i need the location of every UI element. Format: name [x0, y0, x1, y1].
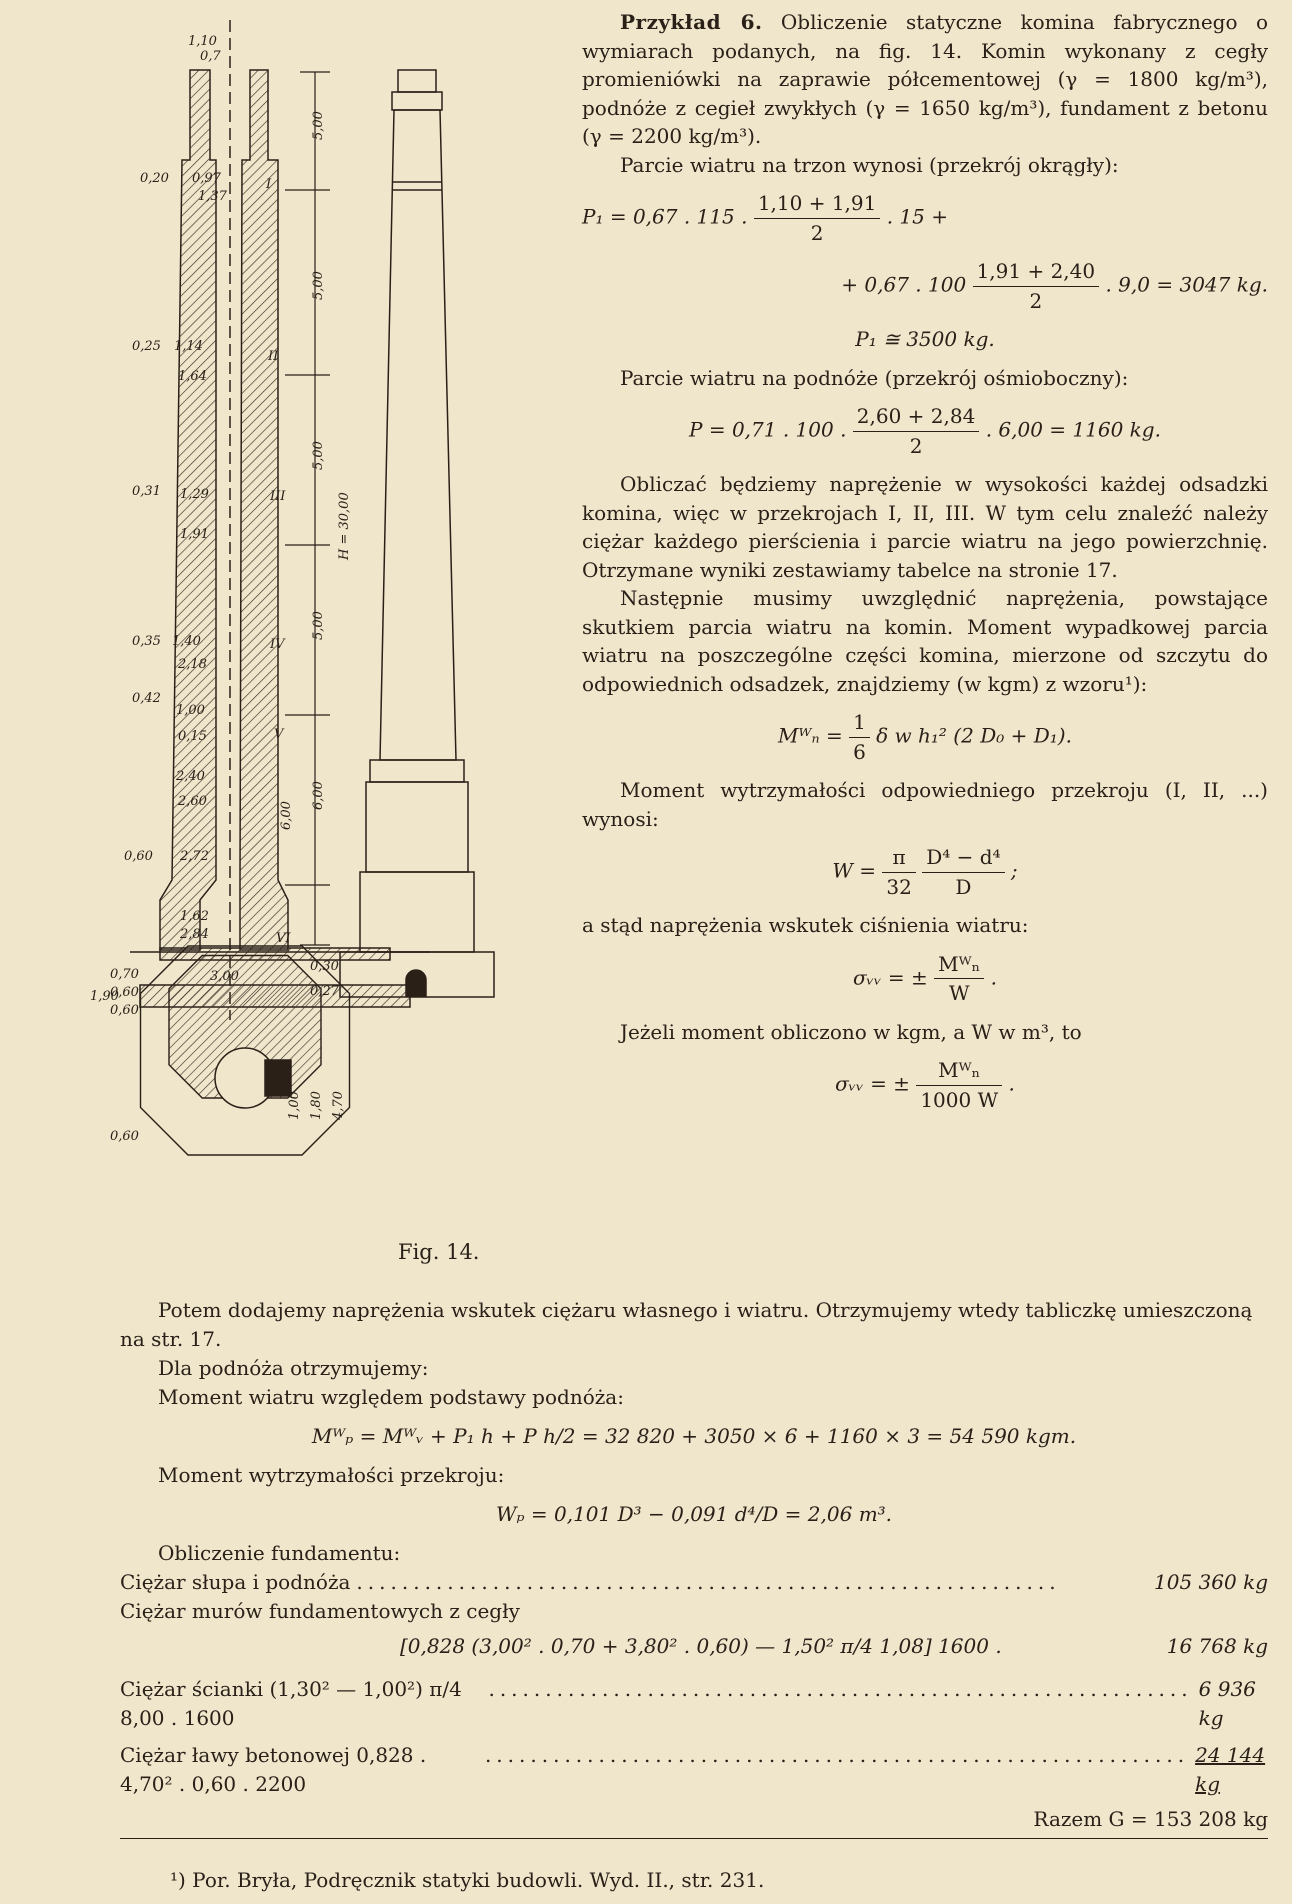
dim-label: 2,72	[180, 849, 209, 864]
dim-label: 0,31	[132, 484, 161, 499]
equation: Wₚ = 0,101 D³ − 0,091 d⁴/D = 2,06 m³.	[495, 1502, 893, 1526]
dim-label: 0,25	[132, 339, 161, 354]
dim-label: 6,00	[311, 781, 326, 810]
dim-label: 0,7	[200, 49, 221, 64]
dim-label: 2,84	[180, 927, 209, 942]
section-label: V	[274, 727, 284, 742]
footnote: ¹) Por. Bryła, Podręcznik statyki budowli. Wyd. II., str. 231.	[170, 1868, 765, 1892]
dim-label: 1,37	[198, 189, 227, 204]
paragraph: Moment wiatru względem podstawy podnóża:	[158, 1385, 624, 1409]
dim-label: 1,29	[180, 487, 209, 502]
dim-label: 1,00	[176, 703, 205, 718]
dim-label: 5,00	[311, 111, 326, 140]
section-label: I	[266, 177, 272, 192]
dim-label: 0,42	[132, 691, 161, 706]
dim-label: 3,00	[210, 969, 239, 984]
weight-row: Ciężar słupa i podnóża .............................................................. 105 360 kg	[120, 1570, 1268, 1594]
dim-label: 5,00	[311, 611, 326, 640]
paragraph: Parcie wiatru na trzon wynosi (przekrój okrągły):	[620, 152, 1119, 177]
example-intro: Przykład 6. Obliczenie statyczne komina fabrycznego o wymiarach podanych, na fig. 14. Komin wykonany z cegły promieniówki na zaprawie półcementowej (γ = 1800 kg/m³), podnóże z cegieł zwykłych (γ = 1650 kg/m³), fundament z betonu (γ = 2200 kg/m³).	[582, 10, 1268, 148]
chimney-elevation	[340, 70, 494, 997]
plan-dim: 1,80	[309, 1091, 324, 1120]
dim-label: 1,91	[180, 527, 209, 542]
figure-caption: Fig. 14.	[398, 1240, 480, 1264]
dim-label: 6,00	[279, 801, 294, 830]
total: Razem G = 153 208 kg	[1033, 1807, 1268, 1831]
dim-label: 1,10	[188, 34, 217, 49]
plan-dim: 4,70	[331, 1091, 346, 1120]
dim-label: 0,60	[110, 985, 139, 1000]
dim-label: 1,62	[180, 909, 209, 924]
equation: P = 0,71 . 100 . $\frac{2,60 + 2,84}{2}$ . 6,00 = 1160 kg.	[689, 404, 1161, 458]
paragraph: Parcie wiatru na podnóże (przekrój ośmioboczny):	[620, 365, 1129, 390]
section-label: VI	[276, 931, 291, 946]
paragraph: Jeżeli moment obliczono w kgm, a W w m³, to	[620, 1019, 1082, 1044]
dim-label: 1,40	[172, 634, 201, 649]
paragraph: Dla podnóża otrzymujemy:	[158, 1356, 429, 1380]
dim-label: 1,90	[90, 989, 119, 1004]
weight-row-label: Ciężar murów fundamentowych z cegły	[120, 1599, 520, 1623]
equation: σᵥᵥ = ± $\frac{\text{Mᵂₙ}}{W}$ .	[853, 951, 997, 1005]
dim-label: 0,70	[110, 967, 139, 982]
dim-label: 0,97	[192, 171, 221, 186]
section-label: IV	[270, 637, 285, 652]
weight-row: Ciężar ławy betonowej 0,828 . 4,70² . 0,60 . 2200 .............................................................. 24 144 kg	[120, 1743, 1266, 1796]
equation: Mᵂₚ = Mᵂᵥ + P₁ h + P h/2 = 32 820 + 3050 × 6 + 1160 × 3 = 54 590 kgm.	[311, 1424, 1077, 1448]
plan-dim: 0,60	[110, 1129, 139, 1144]
dim-label: 0,20	[140, 171, 169, 186]
dim-label: 0,60	[110, 1003, 139, 1018]
footnote-rule	[120, 1838, 1268, 1839]
chimney-drawing	[90, 0, 560, 1240]
text-column	[582, 8, 1268, 1124]
equation: Mᵂₙ = $\frac{1}{6}$ δ w h₁² (2 D₀ + D₁).	[778, 710, 1072, 764]
paragraph: Moment wytrzymałości odpowiedniego przekroju (I, II, ...) wynosi:	[582, 778, 1268, 831]
paragraph: Obliczać będziemy naprężenie w wysokości każdej odsadzki komina, więc w przekrojach I, II, III. W tym celu znaleźć należy ciężar każdego pierścienia i parcie wiatru na jego powierzchnię. Otrzymane wyniki zestawiamy tabelce na stronie 17.	[582, 472, 1268, 582]
dim-label: 2,40	[176, 769, 205, 784]
paragraph: Potem dodajemy naprężenia wskutek ciężaru własnego i wiatru. Otrzymujemy wtedy tabliczkę umieszczoną na str. 17.	[120, 1298, 1253, 1351]
dim-label: 0,27	[310, 984, 339, 999]
dim-label: 2,18	[178, 657, 207, 672]
lower-text	[120, 1296, 1268, 1834]
dim-label: 0,60	[124, 849, 153, 864]
example-title: Przykład 6.	[620, 10, 763, 34]
dim-label: 1,14	[174, 339, 203, 354]
equation: W = $\frac{\pi}{32}$ $\frac{\text{D⁴ − d⁴}}{D}$ ;	[832, 845, 1018, 899]
paragraph: Obliczenie fundamentu:	[158, 1541, 401, 1565]
dim-label: 2,60	[178, 794, 207, 809]
equation: P₁ ≅ 3500 kg.	[855, 327, 995, 351]
weight-row: [0,828 (3,00² . 0,70 + 3,80² . 0,60) — 1,50² π/4 1,08] 1600 . 16 768 kg	[400, 1634, 1268, 1658]
paragraph: a stąd naprężenia wskutek ciśnienia wiatru:	[582, 913, 1029, 937]
equation: + 0,67 . 100 $\frac{1,91 + 2,40}{2}$ . 9,0 = 3047 kg.	[841, 259, 1268, 313]
plan-view	[141, 946, 350, 1155]
dim-label: 5,00	[311, 441, 326, 470]
plan-dim: 1,00	[287, 1091, 302, 1120]
dim-label: 5,00	[311, 271, 326, 300]
dim-label: 0,15	[178, 729, 207, 744]
dim-label: 0,30	[310, 959, 339, 974]
equation: σᵥᵥ = ± $\frac{\text{Mᵂₙ}}{1000 W}$ .	[835, 1058, 1015, 1112]
dim-label: H = 30,00	[337, 492, 352, 560]
paragraph: Moment wytrzymałości przekroju:	[158, 1463, 505, 1487]
dim-label: 0,35	[132, 634, 161, 649]
section-label: III	[270, 489, 286, 504]
weight-row: Ciężar ścianki (1,30² — 1,00²) π/4 8,00 . 1600 .............................................................. 6 936 kg	[120, 1677, 1256, 1730]
figure-14	[90, 0, 560, 1290]
section-label: II	[268, 349, 279, 364]
dim-label: 1,64	[178, 369, 207, 384]
paragraph: Następnie musimy uwzględnić naprężenia, powstające skutkiem parcia wiatru na komin. Moment wypadkowej parcia wiatru na poszczególne części komina, mierzone od szczytu do odpowiednich odsadzek, znajdziemy (w kgm) z wzoru¹):	[582, 586, 1268, 696]
equation: P₁ = 0,67 . 115 . $\frac{1,10 + 1,91}{2}$ . 15 +	[582, 191, 948, 245]
